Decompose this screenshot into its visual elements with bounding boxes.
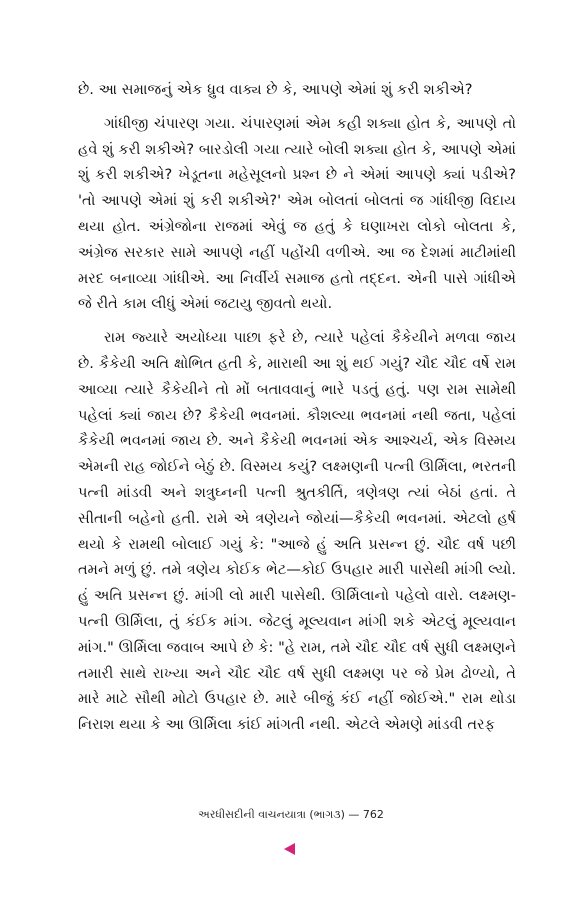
paragraph-gandhi: ગાંધીજી ચંપારણ ગયા. ચંપારણમાં એમ કહી શક્યા હોત કે, આપણે તો હવે શું કરી શકીએ? બારડોલી ગયા ત્યારે બોલી શક્યા હોત કે, આપણે એમાં શું કરી શકીએ? ખેડૂતના મહેસૂલનો પ્રશ્ન છે ને એમાં આપણે ક્યાં પડીએ? 'તો આપણે એમાં શું કરી શકીએ?' એમ બોલતાં બોલતાં જ ગાંધીજી વિદાય થયા હોત. અંગ્રેજોના રાજમાં એવું જ હતું કે ઘણાખરા લોકો બોલતા કે, અંગ્રેજ સરકાર સામે આપણે નહીં પહોંચી વળીએ. આ જ દેશમાં માટીમાંથી મરદ બનાવ્યા ગાંધીએ. આ નિર્વીર્ય સમાજ હતો તદ્દન. એની પાસે ગાંધીએ જે રીતે કામ લીધું એમાં જટાયુ જીવતો થયો. <box>78 114 516 313</box>
paragraph-ram-kaikeyi: રામ જ્યારે અયોધ્યા પાછા ફરે છે, ત્યારે પહેલાં કૈકેયીને મળવા જાય છે. કૈકેયી અતિ ક્ષોભિત હતી કે, મારાથી આ શું થઈ ગયું? ચૌદ ચૌદ વર્ષે રામ આવ્યા ત્યારે કૈકેયીને તો મોં બતાવવાનું ભારે પડતું હતું. પણ રામ સામેથી પહેલાં ક્યાં જાય છે? કૈકેયી ભવનમાં. કૌશલ્યા ભવનમાં નથી જતા, પહેલાં કૈકેયી ભવનમાં જાય છે. અને કૈકેયી ભવનમાં એક આશ્ચર્ય, એક વિસ્મય એમની રાહ જોઈને બેઠું છે. વિસ્મય કયું? લક્ષ્મણની પત્ની ઊર્મિલા, ભરતની પત્ની માંડવી અને શત્રુઘ્નની પત્ની શ્રુતકીર્તિ, ત્રણેત્રણ ત્યાં બેઠાં હતાં. તે સીતાની બહેનો હતી. રામે એ ત્રણેયને જોયાં—કૈકેયી ભવનમાં. એટલો હર્ષ થયો કે રામથી બોલાઈ ગયું કે: "આજે હું અતિ પ્રસન્ન છું. ચૌદ વર્ષ પછી તમને મળું છું. તમે ત્રણેય કોઈક ભેટ—કોઈ ઉપહાર મારી પાસેથી માંગી લ્યો. હું અતિ પ્રસન્ન છું. માંગી લો મારી પાસેથી. ઊર્મિલાનો પહેલો વારો. લક્ષ્મણ-પત્ની ઊર્મિલા, તું કંઈક માંગ. જેટલું મૂલ્યવાન માંગી શકે એટલું મૂલ્યવાન માંગ." ઊર્મિલા જવાબ આપે છે કે: "હે રામ, તમે ચૌદ ચૌદ વર્ષ સુધી લક્ષ્મણને તમારી સાથે રાખ્યા અને ચૌદ ચૌદ વર્ષ સુધી લક્ષ્મણ પર જે પ્રેમ ઢોળ્યો, તે મારે માટે સૌથી મોટો ઉપહાર છે. મારે બીજું કંઈ નહીં જોઈએ." રામ થોડા નિરાશ થયા કે આ ઊર્મિલા કાંઈ માંગતી નથી. એટલે એમણે માંડવી તરફ <box>78 329 516 734</box>
body-text <box>78 77 516 746</box>
paragraph-continuation: છે. આ સમાજનું એક ધ્રુવ વાક્ય છે કે, આપણે એમાં શું કરી શકીએ? <box>78 81 473 98</box>
previous-page-arrow-icon[interactable] <box>284 843 295 855</box>
page-footer: અરધીસદીની વાચનયાત્રા (ભાગ૩) — 762 <box>198 808 384 821</box>
